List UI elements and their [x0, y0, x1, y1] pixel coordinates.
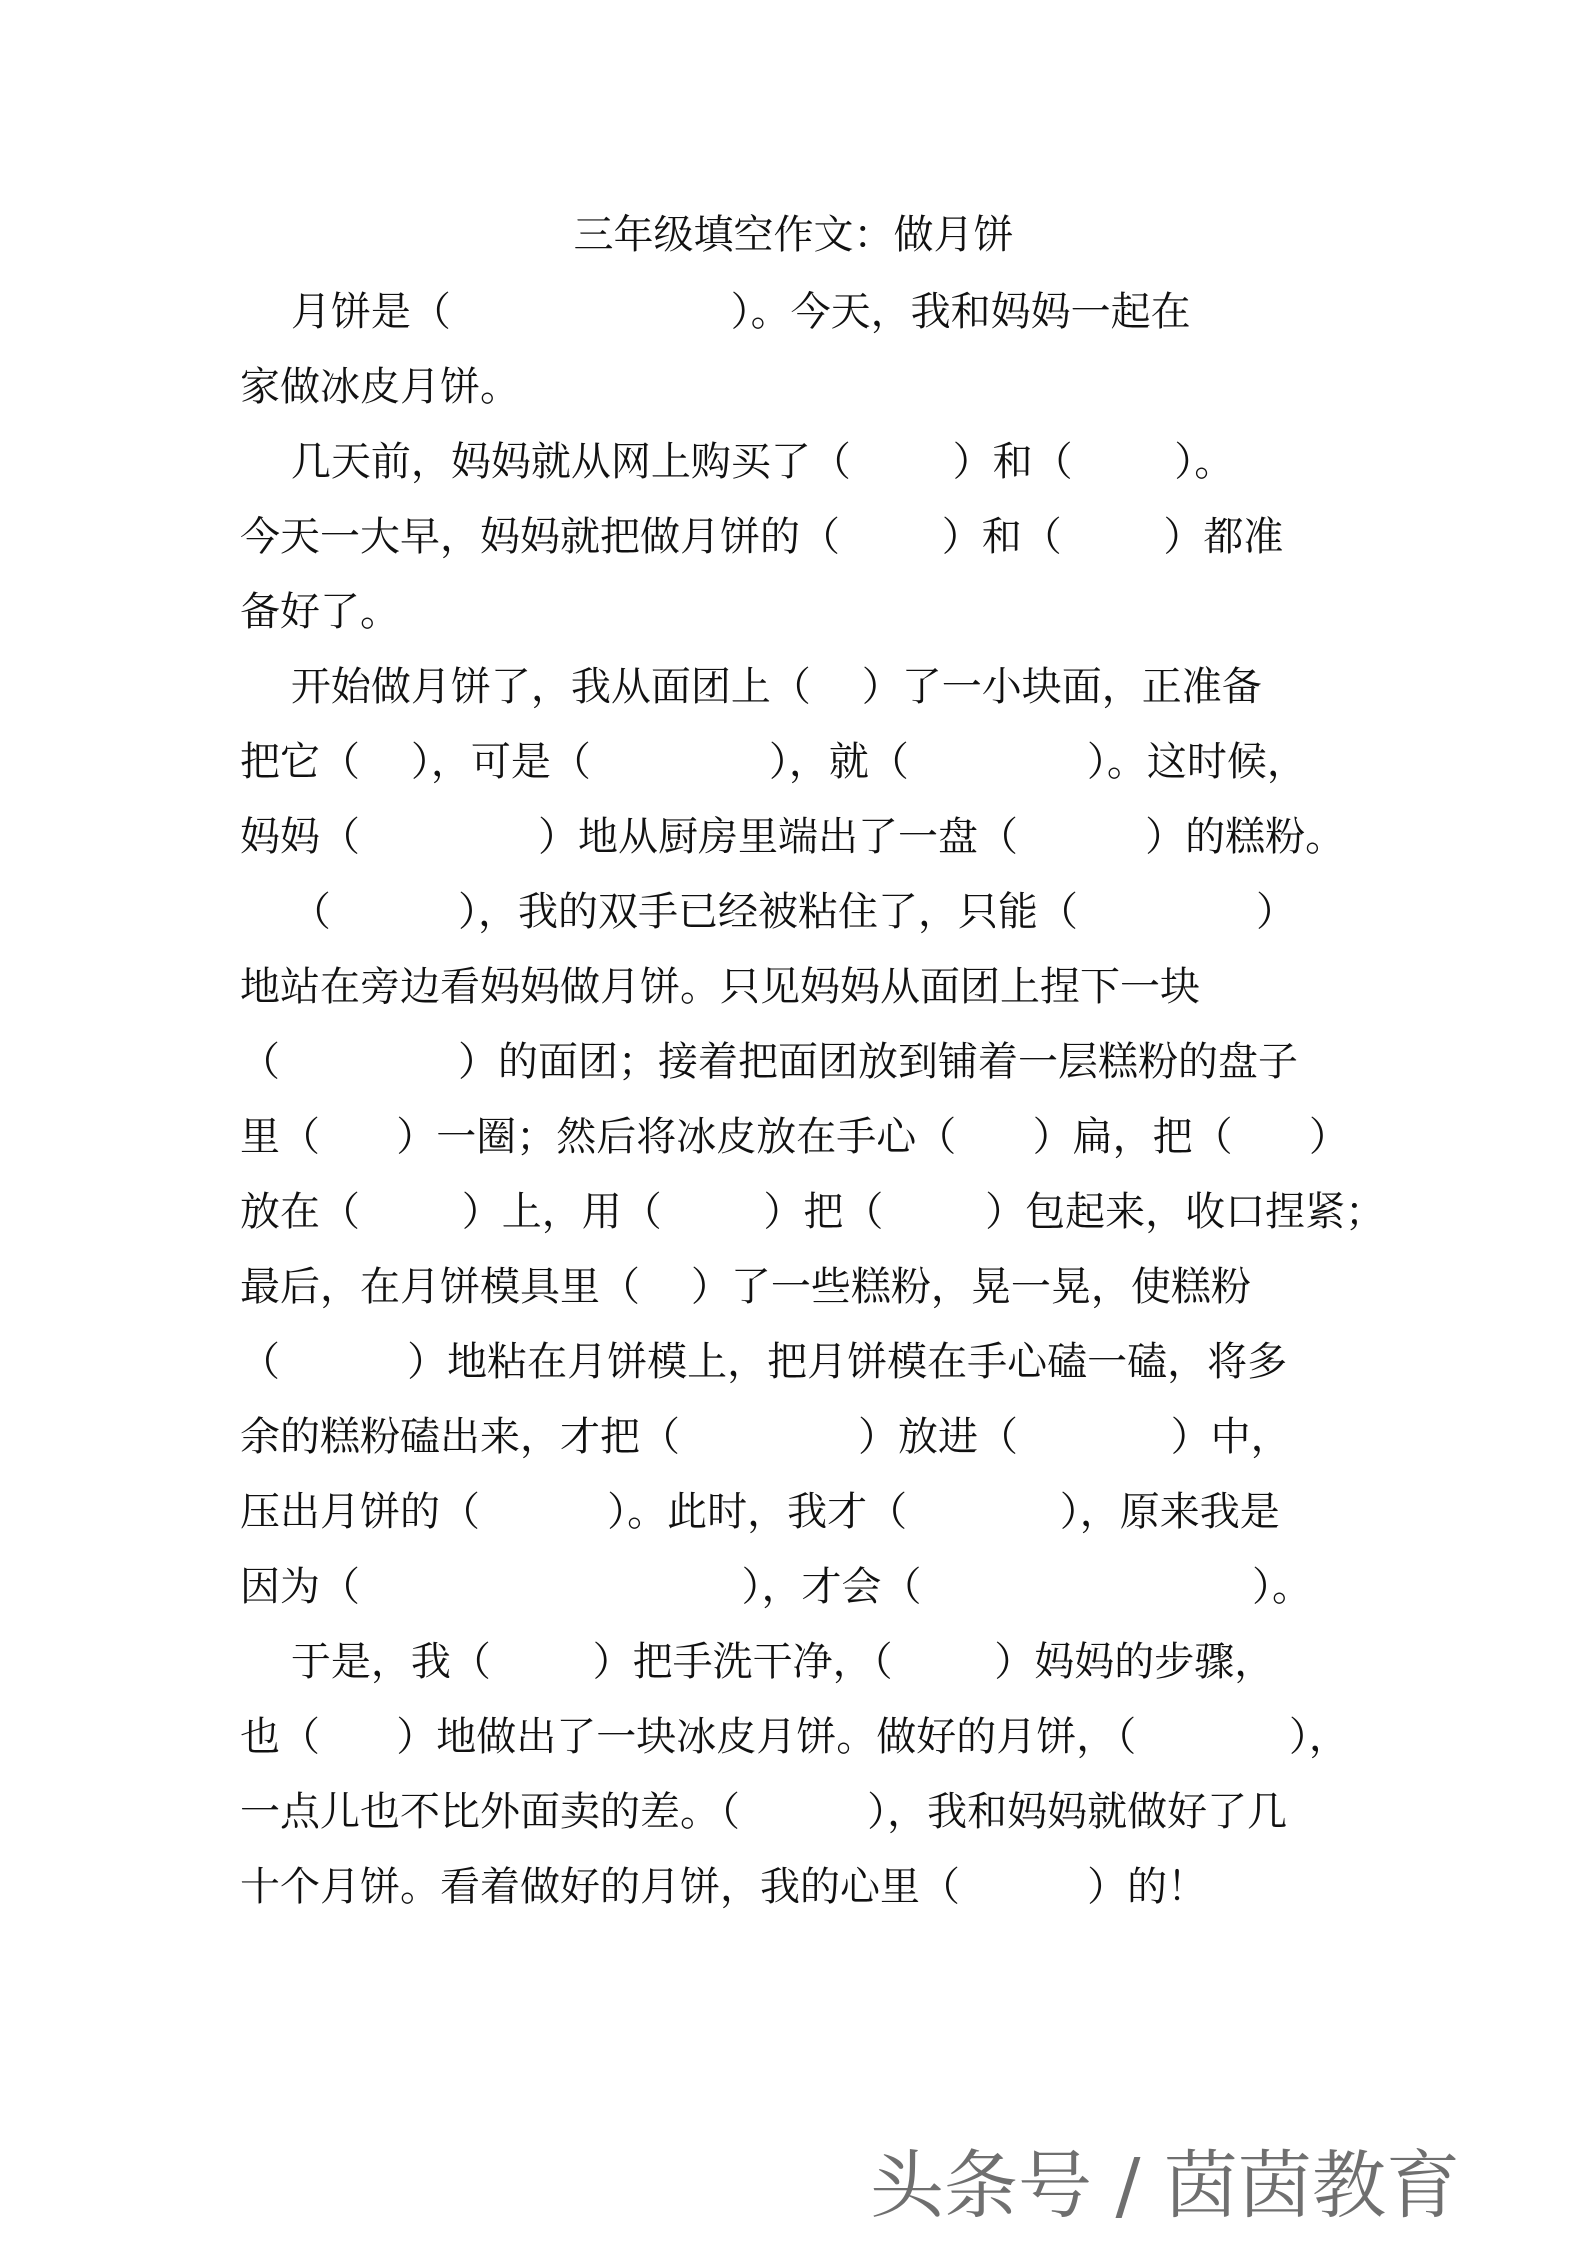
text-line: 几天前，妈妈就从网上购买了（ ）和（ ）。: [240, 439, 1235, 485]
text-line: 余的糕粉磕出来，才把（ ）放进（ ）中，: [240, 1414, 1291, 1460]
text-line: 十个月饼。看着做好的月饼，我的心里（ ）的！: [240, 1864, 1208, 1910]
text-line: （ ）的面团；接着把面团放到铺着一层糕粉的盘子: [240, 1039, 1299, 1085]
text-line: 于是，我（ ）把手洗干净，（ ）妈妈的步骤，: [240, 1639, 1275, 1685]
text-line: 地站在旁边看妈妈做月饼。只见妈妈从面团上捏下一块: [240, 964, 1200, 1010]
page-title: 三年级填空作文：做月饼: [573, 212, 1014, 258]
text-line: 把它（ ），可是（ ），就（ ）。这时候，: [240, 739, 1307, 785]
text-line: （ ），我的双手已经被粘住了，只能（ ）: [240, 889, 1297, 935]
text-line: 开始做月饼了，我从面团上（ ）了一小块面，正准备: [240, 664, 1262, 710]
text-line: 也（ ）地做出了一块冰皮月饼。做好的月饼，（ ），: [240, 1714, 1349, 1760]
text-line: 备好了。: [240, 589, 400, 635]
text-line: 压出月饼的（ ）。此时，我才（ ），原来我是: [240, 1489, 1280, 1535]
text-line: 家做冰皮月饼。: [240, 364, 520, 410]
text-line: 今天一大早，妈妈就把做月饼的（ ）和（ ）都准: [240, 514, 1284, 560]
text-line: 一点儿也不比外面卖的差。（ ），我和妈妈就做好了几: [240, 1789, 1288, 1835]
text-line: 放在（ ）上，用（ ）把（ ）包起来，收口捏紧；: [240, 1189, 1386, 1235]
text-line: 月饼是（ ）。今天，我和妈妈一起在: [240, 289, 1191, 335]
text-line: 妈妈（ ）地从厨房里端出了一盘（ ）的糕粉。: [240, 814, 1346, 860]
text-line: 因为（ ），才会（ ）。: [240, 1564, 1313, 1610]
text-line: 里（ ）一圈；然后将冰皮放在手心（ ）扁，把（ ）: [240, 1114, 1349, 1160]
text-line: 最后，在月饼模具里（ ）了一些糕粉，晃一晃，使糕粉: [240, 1264, 1251, 1310]
watermark: 头条号 / 茵茵教育: [870, 2143, 1460, 2229]
text-line: （ ）地粘在月饼模上，把月饼模在手心磕一磕，将多: [240, 1339, 1288, 1385]
